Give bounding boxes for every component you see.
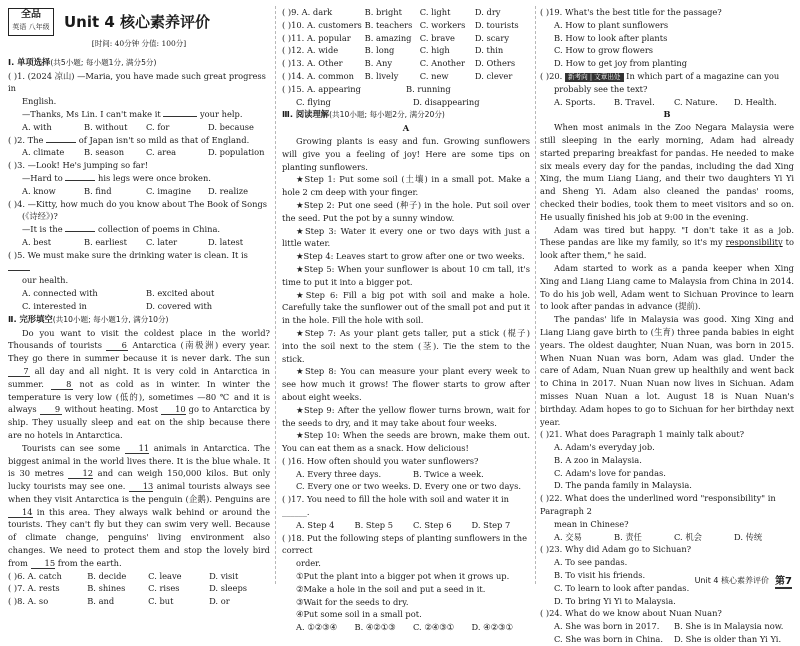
- passage-label: B: [663, 109, 671, 120]
- question-1: ( )1. (2024 凉山) —Maria, you have made such great progress in English. —Thanks, Ms Lin. I can't make it your help. A. with B. without C. for D. because: [8, 70, 266, 132]
- new-trend-badge: 新考向 | 文章出处: [565, 73, 624, 82]
- question-5: ( )5. We must make sure the drinking water is clean. It is our health. A. connected with B. excited about C. interested in D. covered with: [8, 249, 248, 311]
- column-divider: [275, 6, 276, 584]
- question-16: ( )16. How often should you water sunflowers? A. Every three days. B. Twice a week. C. Every one or two weeks. D. Every one or two days.: [282, 455, 521, 492]
- page-number: 第7: [775, 572, 792, 589]
- passage-a-steps: ★Step 1: Put some soil (土壤) in a small pot. Make a hole 2 cm deep with your finger. ★Step 2: Put one seed (种子) in the hole. Put soil over the seed. Put the pot by a sunny window. ★Step 3: Water it every one or two days with just a little water. ★Step 4: Leaves start to grow after one or two weeks. ★Step 5: When your sunflower is about 10 cm tall, it's time to put it into a bigger pot. ★Step 6: Fill a big pot with soil and make a hole. Carefully take the sunflower out of the small pot and put it in the hole. Fill the hole with soil. ★Step 7: As your plant gets taller, put a stick (棍子) into the soil next to the stem (茎). Tie the stem to the stick. ★Step 8: You can measure your plant every week to see how much it grows! The flower starts to grow after about eight weeks. ★Step 9: After the yellow flower turns brown, wait for the seeds to dry, and it may take about four weeks. ★Step 10: When the seeds are brown, make them out. You can eat them as a snack. How delicious!: [282, 174, 530, 454]
- passage-b-paragraph-4: The pandas' life in Malaysia was good. Xing Xing and Liang Liang gave birth to (生育) three panda babies in eight years. The oldest daughter, Nuan Nuan, was born in 2015. When Nuan Nuan was born, Adam was glad. Under the care of Adam, Nuan Nuan grew up healthily and went back to China in 2017. Nuan Nuan now lives in Sichuan. Adam misses Nuan Nuan a lot. August 18 is Nuan Nuan's birthday. Adam hopes to go to Sichuan for her birthday next year.: [540, 314, 794, 427]
- cloze-options: ( )6. A. catch B. decide C. leave D. visit ( )7. A. rests B. shines C. rises D. sleeps ( )8. A. so B. and C. but D. or: [8, 570, 248, 607]
- underlined-word: responsibility: [725, 237, 783, 248]
- time-score-info: [时间: 40分钟 分值: 100分]: [91, 39, 187, 48]
- question-22: ( )22. What does the underlined word "responsibility" in Paragraph 2 mean in Chinese? A. 交易 B. 责任 C. 机会 D. 传统: [540, 493, 776, 542]
- passage-b-paragraph-1: When most animals in the Zoo Negara Malaysia were still sleeping in the early morning, Adam had already started preparing breakfast for pandas. He needed to make six meals every day for the pandas, including the dad Xing Xing, the mum Liang Liang, and their two daughters Yi Yi and Sheng Yi. Adam also cleaned the pandas' rooms, checked their bodies, took them to meet visitors and so on. He usually finished his job at 9:00 in the evening.: [540, 122, 794, 222]
- section-heading: Ⅱ. 完形填空(共10小题; 每小题1分, 满分10分): [8, 313, 169, 324]
- page-footer: [695, 572, 792, 589]
- question-20: ( )20. 新考向 | 文章出处 In which part of a magazine can you probably see the text? A. Sports. B. Travel. C. Nature. D. Health.: [540, 70, 780, 107]
- column-right: [540, 6, 794, 646]
- brand-logo: 全品 英语 八年级: [8, 8, 54, 36]
- passage-b-paragraph-3: Adam started to work as a panda keeper when Xing Xing and Liang Liang came to Malaysia from China in 2014. To do his job well, Adam went to Sichuan Province to learn to look after pandas in advance (提前).: [540, 262, 794, 312]
- section-heading: Ⅲ. 阅读理解(共10小题; 每小题2分, 满分20分): [282, 109, 445, 120]
- question-4: ( )4. —Kitty, how much do you know about The Book of Songs (《诗经》)? —It is the collection of poems in China. A. best B. earliest C. later D. latest: [8, 198, 268, 247]
- cloze-options-continued: ( )9. A. dark B. bright C. light D. dry ( )10. A. customers B. teachers C. workers D. tourists ( )11. A. popular B. amazing C. brave D. scary ( )12. A. wide B. long C. high D. thin ( )13. A. Other B. Any C. Another D. Others ( )14. A. common B. lively C. new D. clever ( )15. A. appearing B. running C. flying D. disappearing: [282, 7, 519, 107]
- question-24: ( )24. What do we know about Nuan Nuan? A. She was born in 2017. B. She is in Malaysia now. C. She was born in China. D. She is older than Yi Yi.: [540, 608, 784, 645]
- column-left: [8, 6, 270, 608]
- question-23: ( )23. Why did Adam go to Sichuan? A. To see pandas. B. To visit his friends. C. To learn to look after pandas. D. To bring Yi Yi to Malaysia.: [540, 544, 692, 606]
- column-middle: [282, 6, 530, 634]
- passage-label: A: [402, 123, 410, 134]
- section-heading: Ⅰ. 单项选择(共5小题; 每小题1分, 满分5分): [8, 56, 157, 67]
- header: [8, 6, 270, 38]
- question-18: ( )18. Put the following steps of planting sunflowers in the correct order. ①Put the plant into a bigger pot when it grows up. ②Make a hole in the soil and put a seed in it. ③Wait for the seeds to dry. ④Put some soil in a small pot. A. ①②③④ B. ④②①③ C. ②④③① D. ④②③①: [282, 532, 527, 633]
- question-19: ( )19. What's the best title for the passage? A. How to plant sunflowers B. How to look after plants C. How to grow flowers D. How to get joy from planting: [540, 7, 722, 69]
- question-3: ( )3. —Look! He's jumping so far! —Hard to his legs were once broken. A. know B. find C. imagine D. realize: [8, 160, 249, 196]
- passage-b-paragraph-2: Adam was tired but happy. "I don't take it as a job. These pandas are like my family, so it's my responsibility to look after them," he said.: [540, 224, 795, 261]
- column-divider: [535, 6, 536, 584]
- cloze-paragraph-1: Do you want to visit the coldest place in the world? Thousands of tourists 6 Antarctica (南极洲) every year. They go there in summer because it is never dark. The sun 7 all day and all night. It is very cold in Antarctica in summer. 8 not as cold as in winter. In winter the temperature is very low (低的), sometimes —80 ℃ and it is always 9 without heating. Most 10 go to Antarctica by ship. They usually sleep and eat on the ship because there are no hotels in Antarctica.: [8, 327, 271, 440]
- cloze-paragraph-2: Tourists can see some 11 animals in Antarctica. The biggest animal in the world lives there. It is the blue whale. It is 30 metres 12 and can weigh 150,000 kilos. But only lucky tourists may see one. 13 animal tourists always see when they visit Antarctica is the penguin (企鹅). Penguins are 14 in this area. They always walk behind or around the tourists. They can't fly but they can swim very well. Because of climate change, penguins' living environment also changes. We need to protect them and stop the lovely bird from 15 from the earth.: [8, 442, 271, 568]
- question-21: ( )21. What does Paragraph 1 mainly talk about? A. Adam's everyday job. B. A zoo in Malaysia. C. Adam's love for pandas. D. The panda family in Malaysia.: [540, 429, 745, 491]
- page-title: Unit 4 核心素养评价: [64, 12, 211, 31]
- question-17: ( )17. You need to fill the hole with soil and water it in ______. A. Step 4 B. Step 5 C. Step 6 D. Step 7: [282, 494, 511, 530]
- footer-label: Unit 4 核心素养评价: [694, 576, 770, 585]
- question-2: ( )2. The of Japan isn't so mild as that of England. A. climate B. season C. area D. population: [8, 134, 265, 158]
- passage-a-intro: Growing plants is easy and fun. Growing sunflowers will give you a feeling of joy! Here are some tips on planting sunflowers.: [282, 135, 530, 172]
